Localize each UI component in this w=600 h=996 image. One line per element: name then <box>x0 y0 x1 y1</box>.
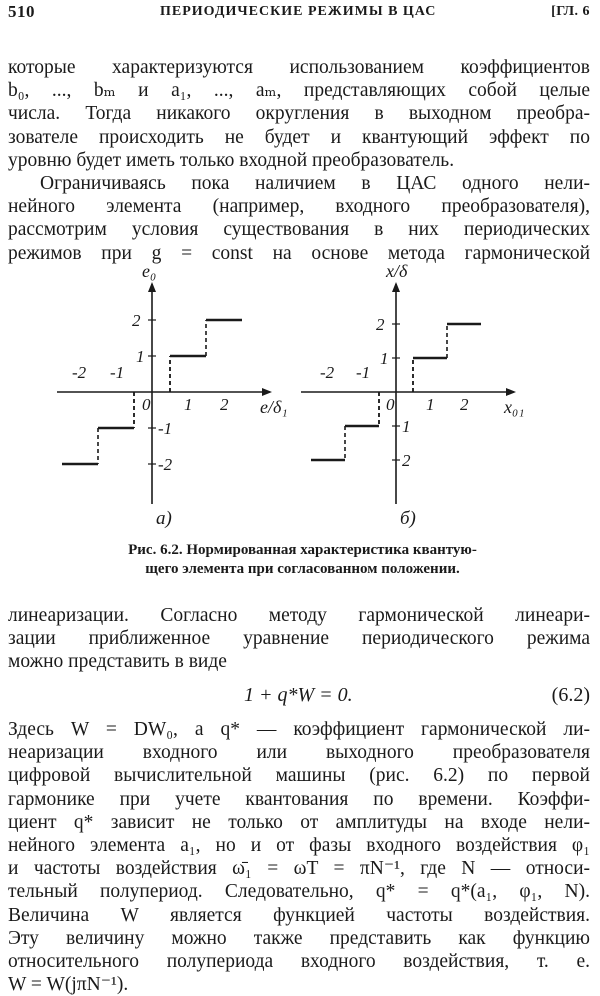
text-line: неаризации входного или выходного преобразователя <box>8 742 590 764</box>
text-line: нейного элемента a₁, но и от фазы входного воздействия φ₁ <box>8 835 590 857</box>
text-line: Ограничиваясь пока наличием в ЦАС одного нели- <box>40 173 590 194</box>
equation-6-2 <box>8 684 590 710</box>
text-line: относительного полупериода входного воздействия, т. е. <box>8 951 590 973</box>
text-line: и частоты воздействия ω̄₁ = ωT = πN⁻¹, где N — относи- <box>8 858 590 880</box>
equation-formula: 1 + q*W = 0. <box>244 684 353 706</box>
text-line: рассмотрим условия существования в них периодических <box>8 219 590 241</box>
y-tick-label: 1 <box>136 347 145 366</box>
paragraph-3 <box>8 604 590 674</box>
y-tick-label: -2 <box>158 455 173 474</box>
x-tick-label: 1 <box>426 395 435 414</box>
y-tick-label: 2 <box>132 311 141 330</box>
text-line: W = W(jπN⁻¹). <box>8 974 129 996</box>
text-line: тельный полупериод. Следовательно, q* = q*(a₁, φ₁, N). <box>8 881 590 903</box>
x-axis-label: e/δ₁ <box>260 397 288 417</box>
x-tick-label: 1 <box>184 395 193 414</box>
x-tick-label: -1 <box>110 363 125 382</box>
origin-label: 0 <box>142 395 151 414</box>
y-tick-label: 1 <box>380 349 389 368</box>
origin-label: 0 <box>386 395 395 414</box>
x-axis-label: x₀₁ <box>504 397 525 417</box>
paragraph-1 <box>8 56 590 172</box>
text-line: зователе происходить не будет и квантующий эффект по <box>8 126 590 148</box>
text-line: которые характеризуются использованием коэффициентов <box>8 57 590 78</box>
text-line: зации приближенное уравнение периодического режима <box>8 628 590 650</box>
text-line: цифровой вычислительной машины (рис. 6.2) по первой <box>8 765 590 787</box>
figure-6-2 <box>0 262 600 552</box>
paragraph-2 <box>8 172 590 265</box>
x-tick-label: -2 <box>72 363 87 382</box>
y-axis-label: e₀ <box>142 262 157 281</box>
x-tick-label: 2 <box>460 395 469 414</box>
y-tick-label: 2 <box>402 451 411 470</box>
running-header <box>8 2 590 24</box>
text-line: линеаризации. Согласно методу гармонической линеари- <box>8 605 590 626</box>
text-line: гармонике при учете квантования по времени. Коэффи- <box>8 788 590 810</box>
x-tick-label: -2 <box>320 363 335 382</box>
y-tick-label: 2 <box>376 315 385 334</box>
page-number: 510 <box>8 2 35 21</box>
x-tick-label: 2 <box>220 395 229 414</box>
chapter-label: [ГЛ. 6 <box>551 4 590 19</box>
text-line: циент q* зависит не только от амплитуды на входе нели- <box>8 811 590 833</box>
text-line: уровню будет иметь только входной преобразователь. <box>8 149 455 171</box>
x-axis-arrow <box>506 388 516 396</box>
caption-line: Рис. 6.2. Нормированная характеристика квантую- <box>128 542 477 558</box>
panel-label: б) <box>400 508 416 529</box>
text-line: можно представить в виде <box>8 651 227 673</box>
text-line: режимов при g = const на основе метода гармонической <box>8 242 590 264</box>
panel-label: а) <box>156 508 172 529</box>
text-line: Величина W является функцией частоты воздействия. <box>8 904 590 926</box>
text-line: Эту величину можно также представить как функцию <box>8 927 590 949</box>
text-line: Здесь W = DW₀, а q* — коэффициент гармонической ли- <box>8 719 590 740</box>
x-tick-label: -1 <box>356 363 371 382</box>
y-axis-label: x/δ <box>386 262 408 281</box>
panel-b <box>301 262 525 529</box>
text-line: числа. Тогда никакого округления в выходном преобра- <box>8 103 590 125</box>
figure-caption <box>60 541 545 579</box>
running-title: ПЕРИОДИЧЕСКИЕ РЕЖИМЫ В ЦАС <box>160 4 437 19</box>
panel-a <box>57 262 288 529</box>
equation-number: (6.2) <box>551 684 590 706</box>
y-axis-arrow <box>148 282 156 292</box>
caption-line: щего элемента при согласованном положении. <box>145 561 460 577</box>
y-tick-label: 1 <box>402 417 411 436</box>
text-line: нейного элемента (например, входного преобразователя), <box>8 196 590 218</box>
paragraph-4 <box>8 718 590 996</box>
text-line: b₀, ..., bₘ и a₁, ..., aₘ, представляющих собой целые <box>8 80 590 102</box>
y-tick-label: -1 <box>158 419 173 438</box>
y-axis-arrow <box>392 282 400 292</box>
x-axis-arrow <box>262 388 272 396</box>
